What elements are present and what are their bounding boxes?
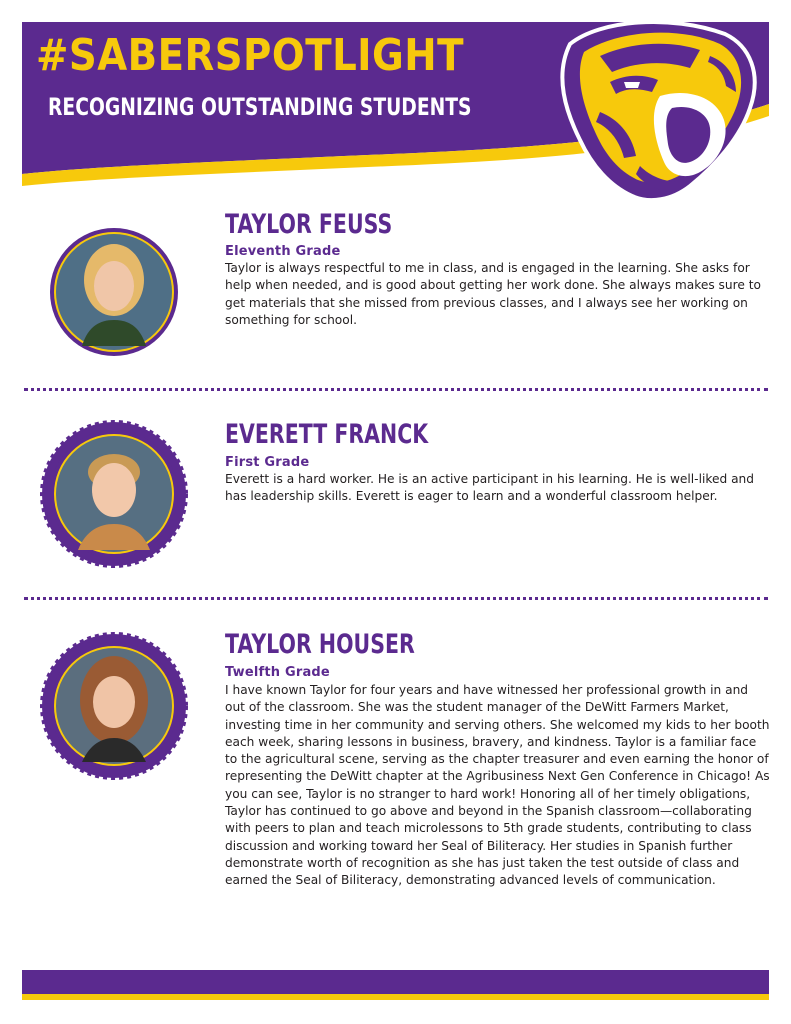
student-photo — [38, 630, 190, 786]
student-grade: Eleventh Grade — [225, 244, 341, 259]
hashtag-title: #SABERSPOTLIGHT — [36, 30, 464, 81]
student-grade: First Grade — [225, 455, 310, 470]
student-name: TAYLOR HOUSER — [225, 629, 415, 660]
banner-subtitle: RECOGNIZING OUTSTANDING STUDENTS — [48, 93, 472, 121]
footer-accent-bar — [22, 994, 769, 1000]
section-divider — [24, 597, 768, 600]
student-name: EVERETT FRANCK — [225, 419, 429, 450]
student-photo — [38, 418, 190, 574]
student-bio: I have known Taylor for four years and have witnessed her professional growth in and out of the classroom. She was the student manager of the DeWitt Farmers Market, investing time in her community and serving others. She welcomed my kids to her booth each week, sharing lessons in business, bravery, and kindness. Taylor is a familiar face to the agricultural scene, serving as the chapter treasurer and even earning the honor of representing the DeWitt chapter at the Agribusiness Next Gen Conference in Chicago! As you can see, Taylor is no stranger to hard work! Honoring all of her timely obligations, Taylor has continued to go above and beyond in the Spanish classroom—collaborating with peers to plan and teach microlessons to 5th grade students, contributing to class discussion and working toward her Seal of Biliteracy. Her studies in Spanish further demonstrate worth of recognition as she has just taken the test outside of class and earned the Seal of Biliteracy, demonstrating advanced levels of communication. — [225, 683, 770, 888]
student-bio: Taylor is always respectful to me in class, and is engaged in the learning. She asks for help when needed, and is good about getting her work done. She always makes sure to get materials that she missed from previous classes, and I always see her working on something for school. — [225, 261, 761, 327]
student-name: TAYLOR FEUSS — [225, 209, 393, 240]
student-photo — [38, 216, 190, 372]
tiger-mascot-icon — [540, 16, 765, 210]
footer-bar — [22, 970, 769, 994]
section-divider — [24, 388, 768, 391]
student-grade: Twelfth Grade — [225, 665, 330, 680]
student-bio: Everett is a hard worker. He is an active participant in his learning. He is well-liked and has leadership skills. Everett is eager to learn and a wonderful classroom helper. — [225, 472, 755, 504]
